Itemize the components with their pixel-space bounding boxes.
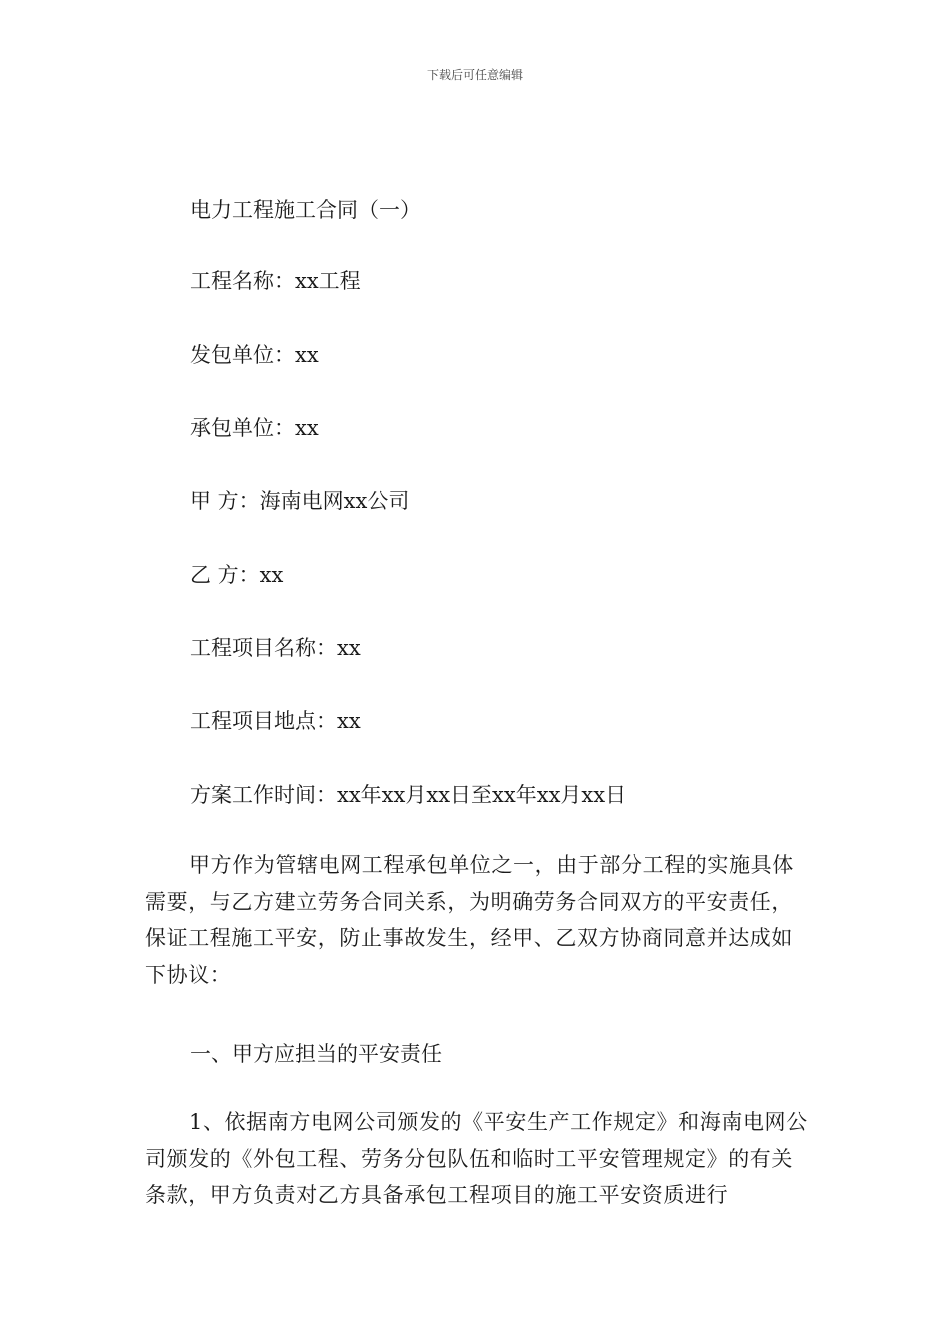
- field-party-a: 甲 方：海南电网xx公司: [190, 489, 410, 513]
- field-project-name: 工程名称：xx工程: [190, 269, 361, 293]
- intro-paragraph: 甲方作为管辖电网工程承包单位之一，由于部分工程的实施具体需要，与乙方建立劳务合同关系，为明确劳务合同双方的平安责任，保证工程施工平安，防止事故发生，经甲、乙双方协商同意并达成如下协议：: [145, 853, 794, 987]
- section-1-heading: 一、甲方应担当的平安责任: [190, 1042, 442, 1066]
- field-contractor-unit: 承包单位：xx: [190, 416, 319, 440]
- field-item-location: 工程项目地点：xx: [190, 709, 361, 733]
- page-header-note: 下载后可任意编辑: [426, 68, 523, 82]
- field-item-name: 工程项目名称：xx: [190, 636, 361, 660]
- field-party-b: 乙 方：xx: [190, 563, 284, 587]
- field-work-period: 方案工作时间：xx年xx月xx日至xx年xx月xx日: [190, 783, 627, 807]
- field-contracting-unit: 发包单位：xx: [190, 343, 319, 367]
- document-title: 电力工程施工合同（一）: [190, 198, 421, 222]
- clause-1-paragraph: 1、依据南方电网公司颁发的《平安生产工作规定》和海南电网公司颁发的《外包工程、劳务分包队伍和临时工平安管理规定》的有关条款，甲方负责对乙方具备承包工程项目的施工平安资质进行: [145, 1110, 808, 1207]
